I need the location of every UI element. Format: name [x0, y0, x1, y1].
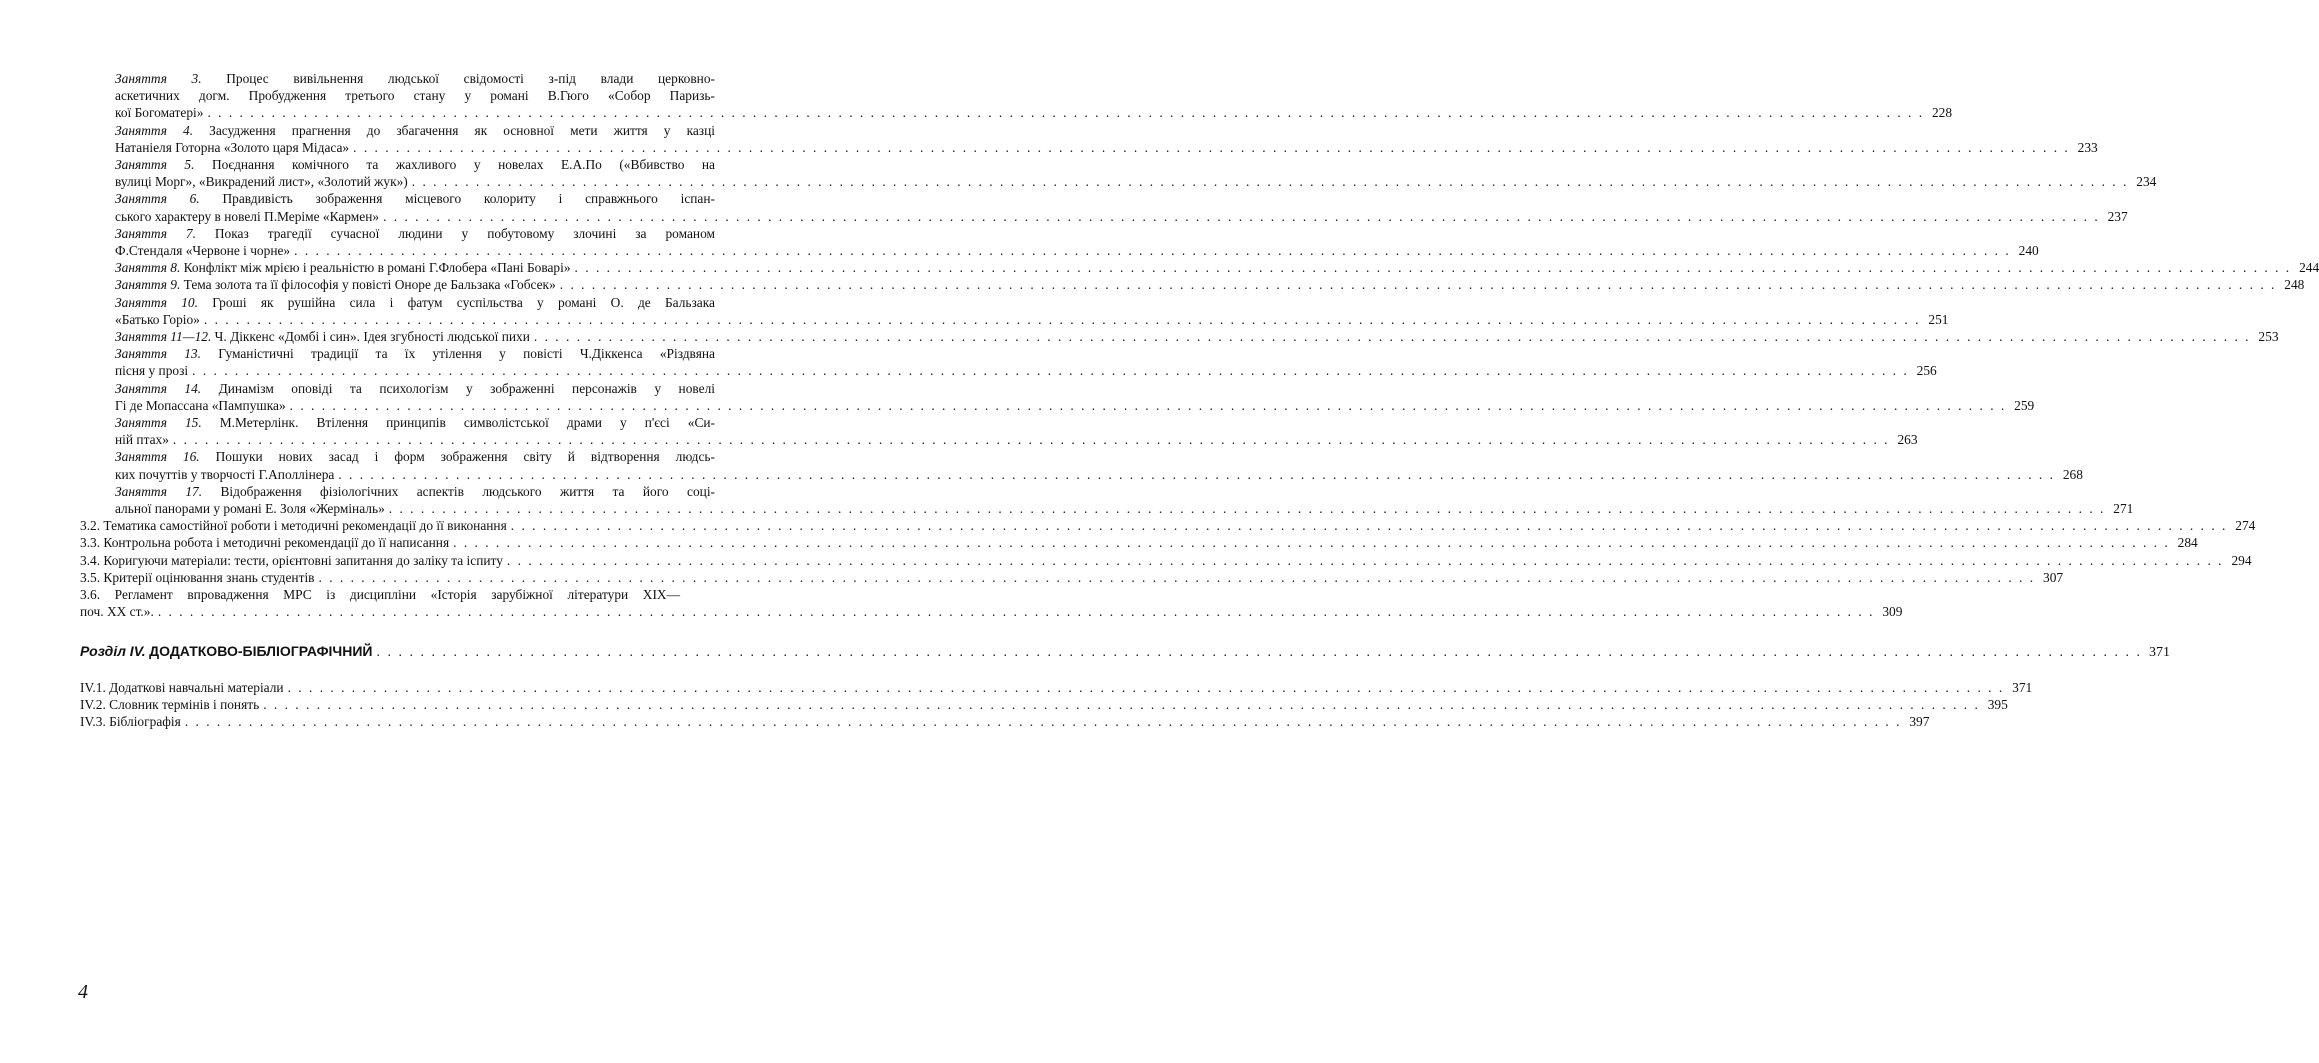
entry-last-text: ких почуттів у творчості Г.Аполлінера	[115, 466, 335, 482]
entry-last-line	[80, 534, 449, 551]
entry-last-line	[115, 259, 571, 276]
entry-last-line	[115, 104, 203, 121]
entry-line-text: 3.6. Регламент впровадження МРС із дисципліни «Історія зарубіжної літератури XIX—	[80, 587, 680, 603]
entry-line	[115, 483, 715, 500]
leader-dots	[511, 517, 2228, 534]
entry-last-line	[115, 466, 334, 483]
toc-entry-lesson[interactable]	[80, 380, 2035, 414]
section-4-heading[interactable]	[80, 642, 2170, 661]
lesson-label: Заняття 8.	[115, 260, 181, 276]
leader-dots	[575, 259, 2292, 276]
toc-entry-subsection[interactable]	[80, 569, 2064, 586]
entry-line	[115, 70, 715, 87]
leader-dots	[453, 534, 2170, 551]
toc-entry-subsection[interactable]	[80, 517, 2256, 534]
entry-page-number: 253	[2258, 329, 2279, 345]
entry-last-line	[115, 139, 349, 156]
entry-last-line	[115, 397, 286, 414]
entry-last-text: 3.2. Тематика самостійної роботи і методичні рекомендації до її виконання	[80, 518, 507, 534]
appendix-list	[80, 679, 2033, 731]
entry-line	[80, 586, 680, 603]
entry-last-text: 3.3. Контрольна робота і методичні рекомендації до її написання	[80, 535, 450, 551]
toc-entry-lesson[interactable]	[80, 414, 1918, 448]
entry-line	[115, 225, 715, 242]
entry-line-text: Пошуки нових засад і форм зображення світу й відтворення людсь-	[215, 449, 715, 465]
lesson-label: Заняття 16.	[115, 449, 200, 465]
entry-page-number: 307	[2043, 569, 2064, 585]
toc-entry-lesson[interactable]	[80, 70, 1953, 122]
entry-line-text: М.Метерлінк. Втілення принципів символістської драми у п'єсі «Си-	[219, 415, 716, 431]
entry-line-text: Відображення фізіологічних аспектів людського життя та його соці-	[220, 483, 715, 499]
toc-entry-lesson[interactable]	[80, 294, 1949, 328]
entry-last-text: Конфлікт між мрією і реальністю в романі Г.Флобера «Пані Боварі»	[183, 260, 571, 276]
entry-last-text: пісня у прозі	[115, 363, 189, 379]
entry-last-line	[115, 328, 530, 345]
entry-last-line	[80, 517, 507, 534]
entry-line-text: Динамізм оповіді та психологізм у зображенні персонажів у новелі	[218, 380, 715, 396]
toc-entry-lesson[interactable]	[80, 259, 2319, 276]
entry-last-line	[80, 603, 154, 620]
section-4-page: 371	[2149, 644, 2170, 660]
leader-dots	[560, 276, 2277, 293]
lesson-label: Заняття 11—12.	[115, 329, 212, 345]
toc-entry-appendix[interactable]	[80, 679, 2033, 696]
leader-dots	[204, 311, 1921, 328]
lesson-label: Заняття 5.	[115, 157, 195, 173]
entry-page-number: 271	[2113, 501, 2134, 517]
entry-page-number: 268	[2062, 466, 2083, 482]
entry-line-text: Гроші як рушійна сила і фатум суспільства у романі О. де Бальзака	[212, 294, 715, 310]
entry-page-number: 248	[2284, 277, 2305, 293]
entry-last-text: Ч. Діккенс «Домбі і син». Ідея згубності людської пихи	[214, 329, 530, 345]
section-4-title: ДОДАТКОВО-БІБЛІОГРАФІЧНИЙ	[149, 642, 373, 659]
entry-page-number: 309	[1882, 604, 1903, 620]
entry-line-text: аскетичних догм. Пробудження третього стану у романі В.Гюго «Собор Паризь-	[115, 88, 715, 104]
toc-entry-lesson[interactable]	[80, 225, 2039, 259]
page-number: 4	[78, 981, 88, 1003]
leader-dots	[338, 466, 2055, 483]
entry-line-text: Гуманістичні традиції та їх утілення у повісті Ч.Діккенса «Різдвяна	[218, 346, 715, 362]
entry-page-number: 259	[2014, 397, 2035, 413]
toc-entry-subsection[interactable]	[80, 552, 2252, 569]
entry-page-number: 274	[2235, 518, 2256, 534]
entry-line	[115, 87, 715, 104]
entry-page-number: 244	[2299, 260, 2319, 276]
entry-line	[115, 345, 715, 362]
entry-page-number: 233	[2077, 139, 2098, 155]
entry-last-line	[80, 696, 259, 713]
subsection-list	[80, 517, 2256, 620]
entry-line	[115, 414, 715, 431]
entry-page-number: 251	[1928, 311, 1949, 327]
entry-page-number: 371	[2012, 679, 2033, 695]
entry-last-line	[115, 173, 408, 190]
entry-page-number: 263	[1897, 432, 1918, 448]
entry-line	[115, 122, 715, 139]
entry-page-number: 240	[2018, 243, 2039, 259]
toc-entry-lesson[interactable]	[80, 483, 2134, 517]
entry-last-line	[115, 431, 169, 448]
toc-entry-subsection[interactable]	[80, 534, 2198, 551]
entry-line-text: Поєднання комічного та жахливого у новелах Е.А.По («Вбивство на	[211, 157, 715, 173]
entry-last-text: IV.3. Бібліографія	[80, 714, 181, 730]
lesson-label: Заняття 4.	[115, 122, 194, 138]
entry-last-text: Натаніеля Готорна «Золото царя Мідаса»	[115, 139, 350, 155]
toc-entry-lesson[interactable]	[80, 122, 2098, 156]
leader-dots	[207, 104, 1924, 121]
table-of-contents	[80, 70, 2319, 730]
lesson-label: Заняття 7.	[115, 225, 196, 241]
lesson-label: Заняття 10.	[115, 294, 198, 310]
entry-last-text: Тема золота та її філософія у повісті Оноре де Бальзака «Гобсек»	[183, 277, 556, 293]
toc-entry-lesson[interactable]	[80, 345, 1937, 379]
entry-line-text: Процес вивільнення людської свідомості з-під влади церковно-	[226, 71, 715, 86]
lesson-label: Заняття 9.	[115, 277, 181, 293]
leader-dots	[288, 679, 2005, 696]
leader-dots	[319, 569, 2036, 586]
toc-entry-lesson[interactable]	[80, 448, 2083, 482]
lesson-label: Заняття 13.	[115, 346, 201, 362]
lesson-label: Заняття 15.	[115, 415, 202, 431]
entry-last-line	[80, 569, 315, 586]
entry-line	[115, 156, 715, 173]
entry-line-text: Правдивість зображення місцевого колориту і справжнього іспан-	[222, 191, 715, 207]
entry-last-line	[115, 276, 556, 293]
leader-dots	[383, 208, 2100, 225]
entry-line	[115, 380, 715, 397]
leader-dots	[185, 713, 1902, 730]
entry-last-text: «Батько Горіо»	[115, 311, 200, 327]
entry-last-text: Ф.Стендаля «Червоне і чорне»	[115, 243, 291, 259]
entry-last-text: IV.1. Додаткові навчальні матеріали	[80, 679, 284, 695]
leader-dots	[507, 552, 2224, 569]
entry-page-number: 234	[2136, 174, 2157, 190]
entry-page-number: 256	[1916, 363, 1937, 379]
entry-page-number: 284	[2177, 535, 2198, 551]
toc-entry-lesson[interactable]	[80, 328, 2279, 345]
entry-last-line	[80, 713, 181, 730]
entry-last-text: вулиці Морг», «Викрадений лист», «Золотий жук»)	[115, 174, 408, 190]
leader-dots	[158, 603, 1875, 620]
entry-line-text: Показ трагедії сучасної людини у побутовому злочині за романом	[214, 225, 715, 241]
entry-last-line	[115, 362, 188, 379]
lesson-list	[80, 70, 2319, 517]
entry-last-text: поч. XX ст.».	[80, 604, 154, 620]
entry-line-text: Засудження прагнення до збагачення як основної мети життя у казці	[209, 122, 715, 138]
entry-line	[115, 294, 715, 311]
entry-line	[115, 190, 715, 207]
entry-last-text: альної панорами у романі Е. Золя «Жерміналь»	[115, 501, 385, 517]
entry-last-text: Гі де Мопассана «Пампушка»	[115, 397, 286, 413]
lesson-label: Заняття 3.	[115, 71, 202, 86]
leader-dots	[192, 362, 1909, 379]
section-4-label: Розділ IV.	[80, 642, 146, 659]
leader-dots	[534, 328, 2251, 345]
entry-page-number: 294	[2231, 552, 2252, 568]
toc-entry-subsection[interactable]	[80, 586, 1903, 620]
leader-dots	[294, 242, 2011, 259]
entry-last-text: 3.5. Критерії оцінювання знань студентів	[80, 569, 315, 585]
entry-page-number: 228	[1931, 105, 1953, 121]
leader-dots	[377, 644, 2143, 661]
entry-page-number: 397	[1909, 714, 1930, 730]
leader-dots	[412, 173, 2129, 190]
entry-last-text: ського характеру в новелі П.Меріме «Кармен»	[115, 208, 380, 224]
entry-last-text: ній птах»	[115, 432, 169, 448]
entry-last-line	[115, 242, 290, 259]
leader-dots	[290, 397, 2007, 414]
entry-line	[115, 448, 715, 465]
leader-dots	[173, 431, 1890, 448]
toc-entry-lesson[interactable]	[80, 276, 2305, 293]
toc-entry-appendix[interactable]	[80, 713, 1930, 730]
entry-last-text: 3.4. Коригуючи матеріали: тести, орієнтовні запитання до заліку та іспиту	[80, 552, 503, 568]
entry-last-text: кої Богоматері»	[115, 105, 204, 121]
toc-entry-appendix[interactable]	[80, 696, 2008, 713]
entry-last-text: IV.2. Словник термінів і понять	[80, 696, 260, 712]
entry-page-number: 237	[2107, 208, 2128, 224]
leader-dots	[263, 696, 1980, 713]
toc-entry-lesson[interactable]	[80, 190, 2128, 224]
entry-last-line	[115, 208, 379, 225]
entry-last-line	[80, 679, 284, 696]
leader-dots	[389, 500, 2106, 517]
entry-last-line	[115, 311, 200, 328]
entry-last-line	[80, 552, 503, 569]
lesson-label: Заняття 14.	[115, 380, 202, 396]
lesson-label: Заняття 17.	[115, 483, 203, 499]
lesson-label: Заняття 6.	[115, 191, 200, 207]
toc-entry-lesson[interactable]	[80, 156, 2157, 190]
leader-dots	[353, 139, 2070, 156]
entry-last-line	[115, 500, 385, 517]
entry-page-number: 395	[1987, 696, 2008, 712]
